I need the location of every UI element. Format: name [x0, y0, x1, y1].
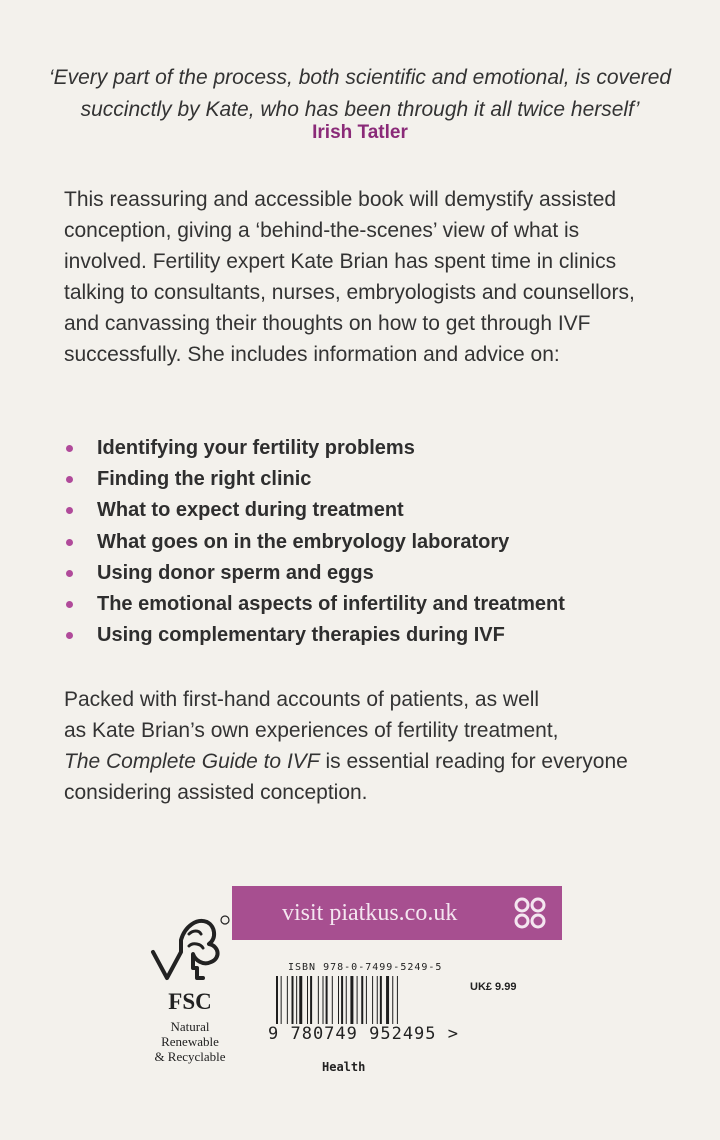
- barcode-digits: 9 780749 952495 >: [268, 1024, 459, 1044]
- fsc-tree-icon: [145, 912, 235, 984]
- list-item: [64, 558, 684, 589]
- closing-line: as Kate Brian’s own experiences of fertility treatment,: [64, 719, 559, 742]
- list-item: [64, 589, 684, 620]
- publisher-banner: [232, 886, 562, 940]
- list-item: [64, 464, 684, 495]
- closing-line-rest: is essential reading for everyone: [319, 750, 628, 773]
- closing-line: [64, 746, 664, 777]
- bullet-icon: [66, 570, 73, 577]
- closing-line: considering assisted conception.: [64, 781, 368, 804]
- bullet-icon: [66, 445, 73, 452]
- bullet-icon: [66, 476, 73, 483]
- bullet-icon: [66, 601, 73, 608]
- review-quote-line: succinctly by Kate, who has been through it all twice herself’: [80, 98, 640, 121]
- review-quote: [40, 62, 680, 126]
- list-item: [64, 620, 684, 651]
- isbn-label: ISBN 978-0-7499-5249-5: [288, 962, 443, 973]
- topic-label: The emotional aspects of infertility and treatment: [97, 593, 565, 616]
- fsc-desc-line: & Recyclable: [154, 1049, 226, 1064]
- piatkus-logo-icon: [512, 896, 548, 930]
- topics-list: [64, 433, 684, 651]
- topic-label: Using complementary therapies during IVF: [97, 624, 505, 647]
- intro-paragraph: This reassuring and accessible book will demystify assisted conception, giving a ‘behind-the-scenes’ view of what is involved. Fertility expert Kate Brian has spent time in clinics talking to consultants, nurses, embryologists and counsellors, and canvassing their thoughts on how to get through IVF successfully. She includes information and advice on:: [64, 188, 635, 366]
- bullet-icon: [66, 539, 73, 546]
- fsc-desc-line: Renewable: [161, 1034, 219, 1049]
- bullet-icon: [66, 632, 73, 639]
- fsc-desc-line: Natural: [170, 1019, 210, 1034]
- list-item: [64, 527, 684, 558]
- fsc-description: [140, 1019, 240, 1064]
- fsc-name: FSC: [168, 989, 212, 1014]
- topic-label: Finding the right clinic: [97, 468, 312, 491]
- review-source: Irish Tatler: [312, 122, 408, 143]
- closing-paragraph: [64, 684, 664, 808]
- bullet-icon: [66, 507, 73, 514]
- publisher-url[interactable]: visit piatkus.co.uk: [282, 899, 458, 926]
- review-quote-line: ‘Every part of the process, both scientific and emotional, is covered: [48, 66, 672, 89]
- list-item: [64, 495, 684, 526]
- topic-label: Using donor sperm and eggs: [97, 561, 374, 584]
- closing-line: Packed with first-hand accounts of patients, as well: [64, 688, 540, 711]
- topic-label: Identifying your fertility problems: [97, 437, 415, 459]
- fsc-logo: [140, 912, 240, 1064]
- list-item: [64, 433, 684, 464]
- barcode-icon: [276, 976, 428, 1024]
- category-label: Health: [322, 1060, 366, 1074]
- topic-label: What to expect during treatment: [97, 499, 404, 522]
- topic-label: What goes on in the embryology laboratory: [97, 530, 510, 553]
- book-title: The Complete Guide to IVF: [64, 750, 320, 773]
- price-label: UK£ 9.99: [470, 981, 517, 993]
